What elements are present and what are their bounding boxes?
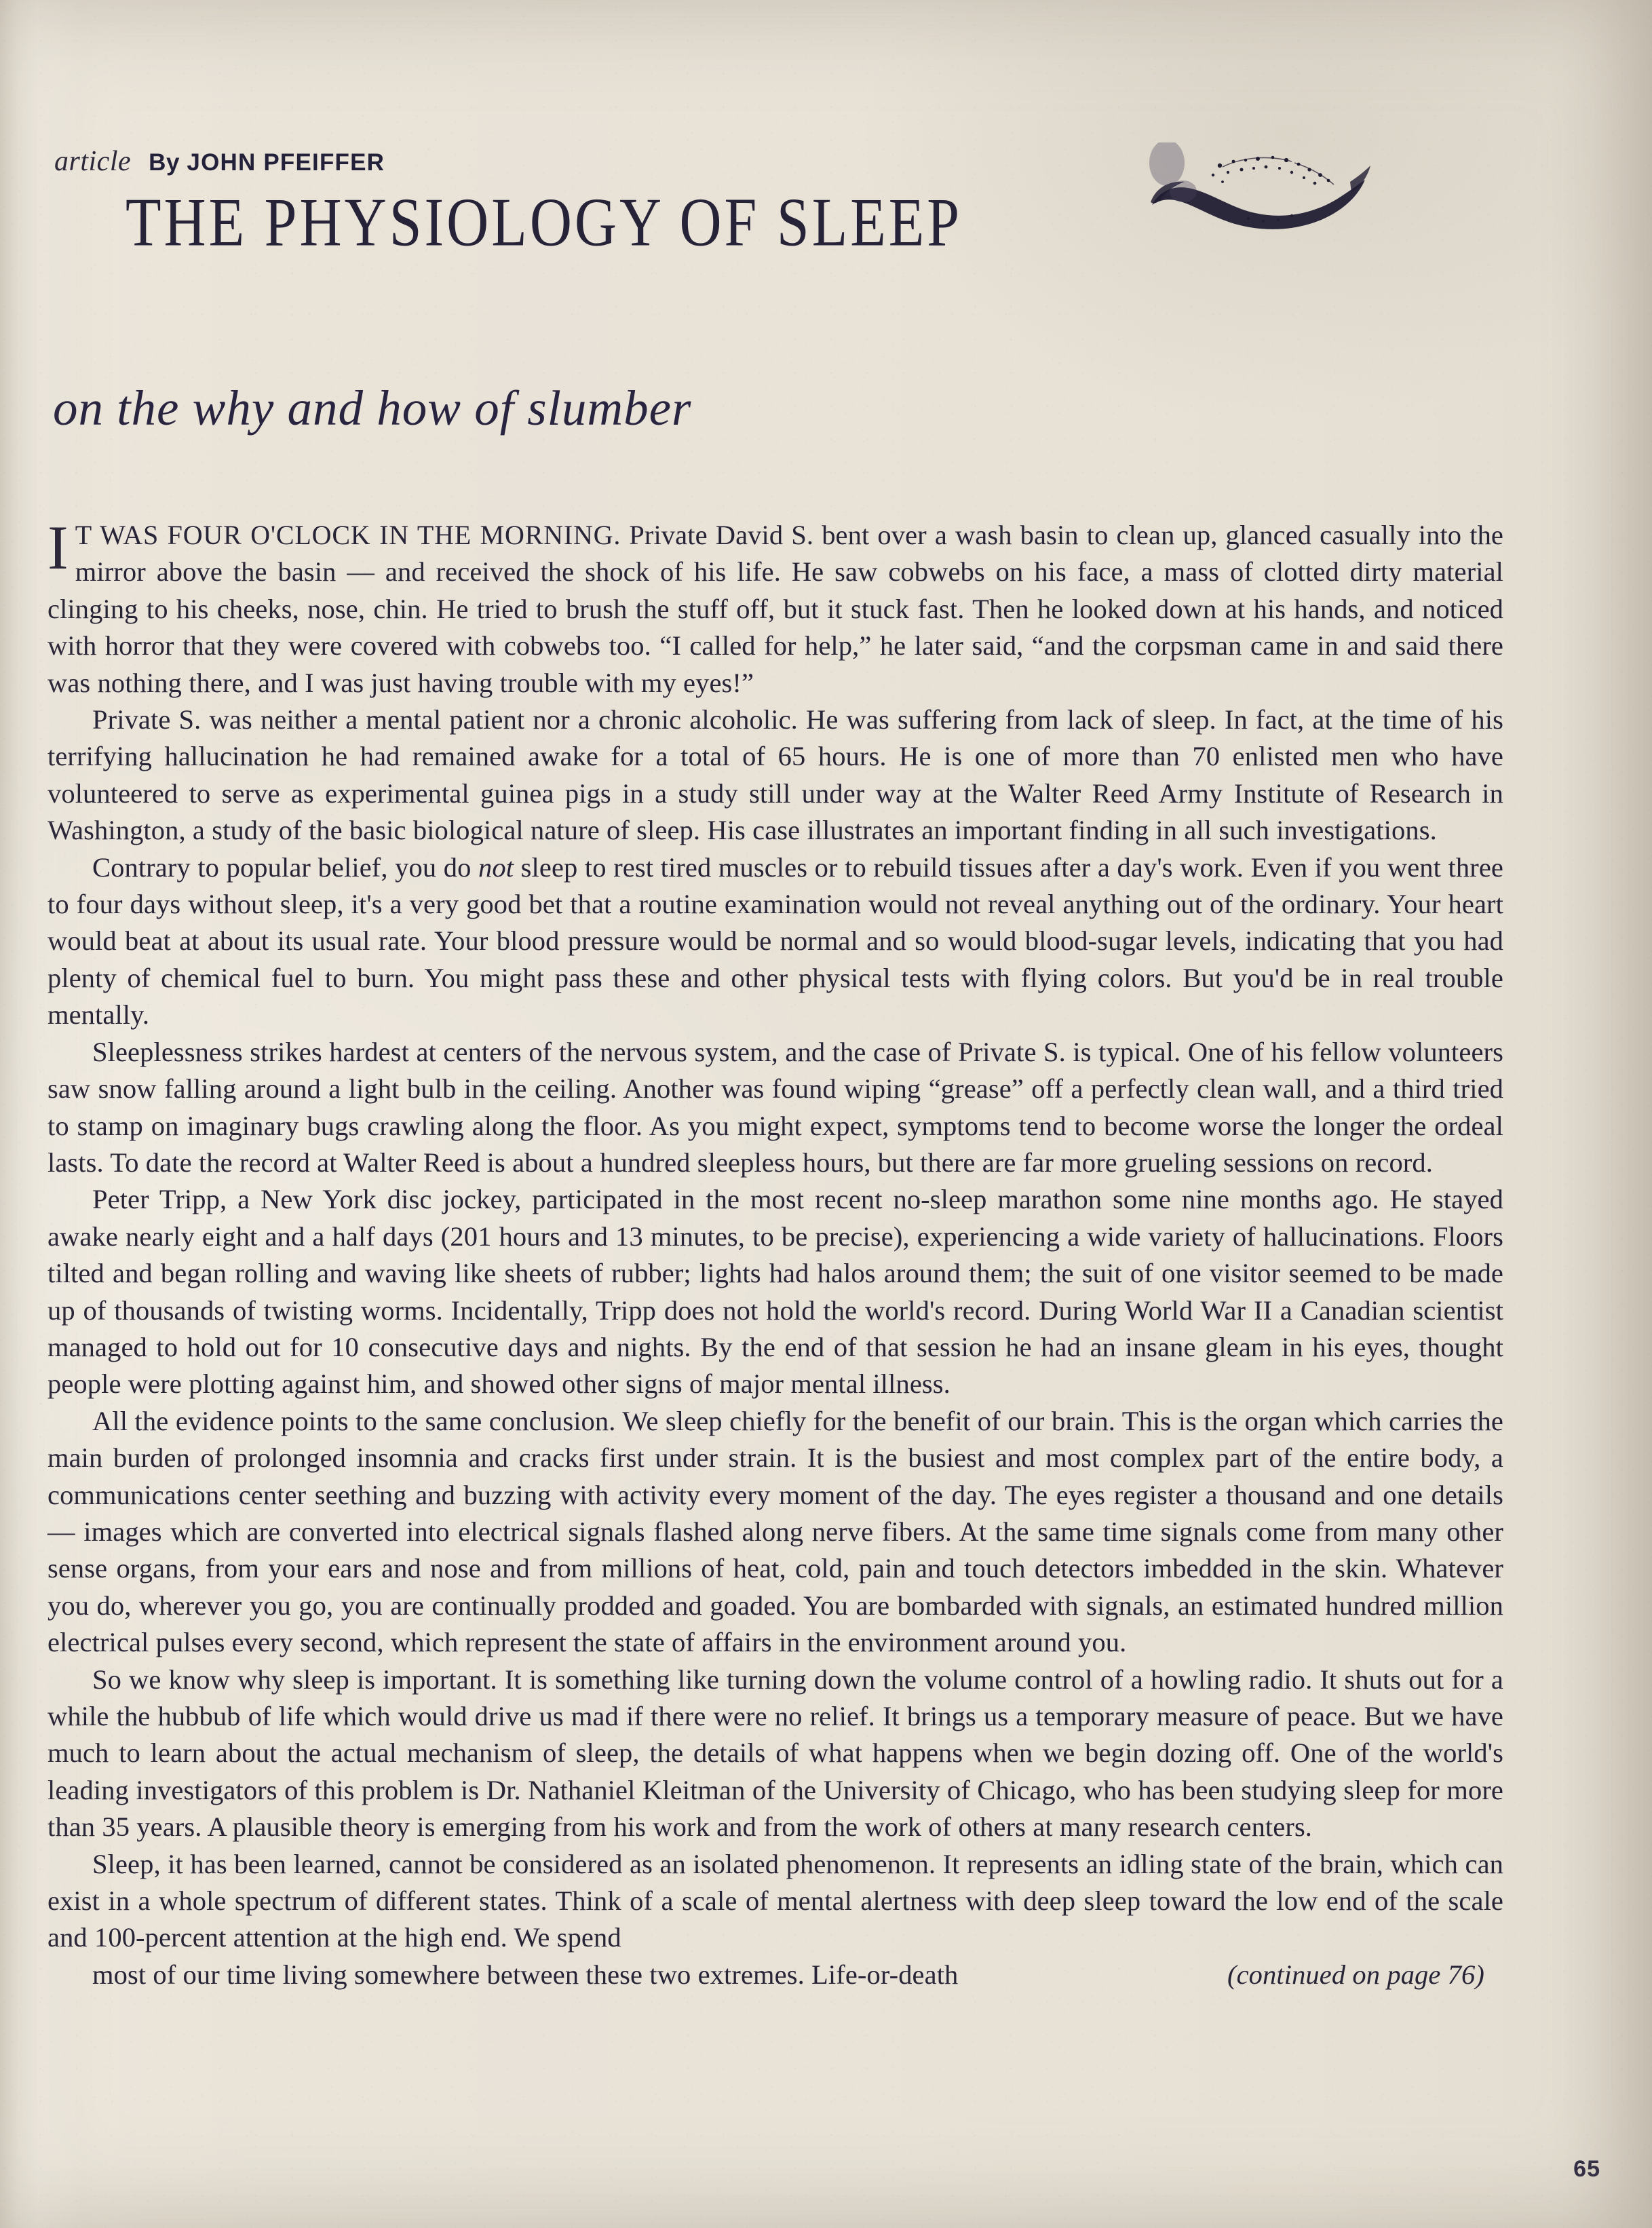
paragraph-1-text: Private David S. bent over a wash basin to clean up, glanced casually into the mirror above the basin — and received the shock of his life. He saw cobwebs on his face, a mass of clotted dirty material clinging to his cheeks, nose, chin. He tried to brush the stuff off, but it stuck fast. Then he looked down at his hands, and noticed with horror that they were covered with cobwebs too. “I called for help,” he later said, “and the corpsman came in and said there was nothing there, and I was just having trouble with my eyes!”: [47, 520, 1503, 698]
page-title: THE PHYSIOLOGY OF SLEEP: [126, 183, 963, 261]
article-kicker: article: [54, 146, 132, 177]
paragraph-4: Sleeplessness strikes hardest at centers of the nervous system, and the case of Private S. is typical. One of his fellow volunteers saw snow falling around a light bulb in the ceiling. Another was found wiping “grease” off a perfectly clean wall, and a third tried to stamp on imaginary bugs crawling along the floor. As you might expect, symptoms tend to become worse the longer the ordeal lasts. To date the record at Walter Reed is about a hundred sleepless hours, but there are far more grueling sessions on record.: [47, 1036, 1503, 1178]
drop-cap: I: [47, 513, 69, 582]
paragraph-6: All the evidence points to the same conclusion. We sleep chiefly for the benefit of our brain. This is the organ which carries the main burden of prolonged insomnia and cracks first under strain. It is the busiest and most complex part of the entire body, a communications center seething and buzzing with activity every moment of the day. The eyes register a thousand and one details — images which are converted into electrical signals flashed along nerve fibers. At the same time signals come from many other sense organs, from your ears and nose and from millions of heat, cold, pain and touch detectors imbedded in the skin. Whatever you do, wherever you go, you are continually prodded and goaded. You are bombarded with signals, an estimated hundred million electrical pulses every second, which represent the state of affairs in the environment around you.: [47, 1405, 1503, 1658]
byline-by-label: By: [149, 149, 180, 176]
sleeping-eye-brush-mark-icon: [1147, 142, 1370, 244]
continued-on-page-note: (continued on page 76): [1227, 1959, 1484, 1990]
final-line-row: [47, 1957, 1503, 1993]
byline-author: JOHN PFEIFFER: [187, 149, 385, 176]
paragraph-5: Peter Tripp, a New York disc jockey, participated in the most recent no-sleep marathon some nine months ago. He stayed awake nearly eight and a half days (201 hours and 13 minutes, to be precise), experiencing a wide variety of hallucinations. Floors tilted and began rolling and waving like sheets of rubber; lights had halos around them; the suit of one visitor seemed to be made up of thousands of twisting worms. Incidentally, Tripp does not hold the world's record. During World War II a Canadian scientist managed to hold out for 10 consecutive days and nights. By the end of that session he had an insane gleam in his eyes, thought people were plotting against him, and showed other signs of major mental illness.: [47, 1184, 1503, 1400]
paragraph-3-text-a: Contrary to popular belief, you do: [92, 851, 479, 883]
paragraph-3-text-b: sleep to rest tired muscles or to rebuild tissues after a day's work. Even if you went three to four days without sleep, it's a very good bet that a routine examination would not reveal anything out of the ordinary. Your heart would beat at about its usual rate. Your blood pressure would be normal and so would blood-sugar levels, indicating that you had plenty of chemical fuel to burn. You might pass these and other physical tests with flying colors. But you'd be in real trouble mentally.: [47, 851, 1503, 1031]
article-body: [47, 513, 1503, 1993]
byline: [149, 149, 385, 176]
paragraph-8: Sleep, it has been learned, cannot be considered as an isolated phenomenon. It represents an idling state of the brain, which can exist in a whole spectrum of different states. Think of a scale of mental alertness with deep sleep toward the low end of the scale and 100-percent attention at the high end. We spend: [47, 1848, 1503, 1953]
paragraph-3-emphasis: not: [478, 851, 514, 883]
opening-small-caps: T WAS FOUR O'CLOCK IN THE MORNING.: [75, 520, 621, 550]
paragraph-1: [47, 513, 1503, 702]
paragraph-3: [47, 849, 1503, 1034]
page-number: 65: [1573, 2156, 1600, 2182]
article-deck: on the why and how of slumber: [53, 381, 692, 436]
final-line-text: most of our time living somewhere between these two extremes. Life-or-death: [92, 1959, 959, 1990]
paragraph-2: Private S. was neither a mental patient nor a chronic alcoholic. He was suffering from lack of sleep. In fact, at the time of his terrifying hallucination he had remained awake for a total of 65 hours. He is one of more than 70 enlisted men who have volunteered to serve as experimental guinea pigs in a study still under way at the Walter Reed Army Institute of Research in Washington, a study of the basic biological nature of sleep. His case illustrates an important finding in all such investigations.: [47, 704, 1503, 846]
paragraph-7: So we know why sleep is important. It is something like turning down the volume control of a howling radio. It shuts out for a while the hubbub of life which would drive us mad if there were no relief. It brings us a temporary measure of peace. But we have much to learn about the actual mechanism of sleep, the details of what happens when we begin dozing off. One of the world's leading investigators of this problem is Dr. Nathaniel Kleitman of the University of Chicago, who has been studying sleep for more than 35 years. A plausible theory is emerging from his work and from the work of others at many research centers.: [47, 1664, 1503, 1843]
